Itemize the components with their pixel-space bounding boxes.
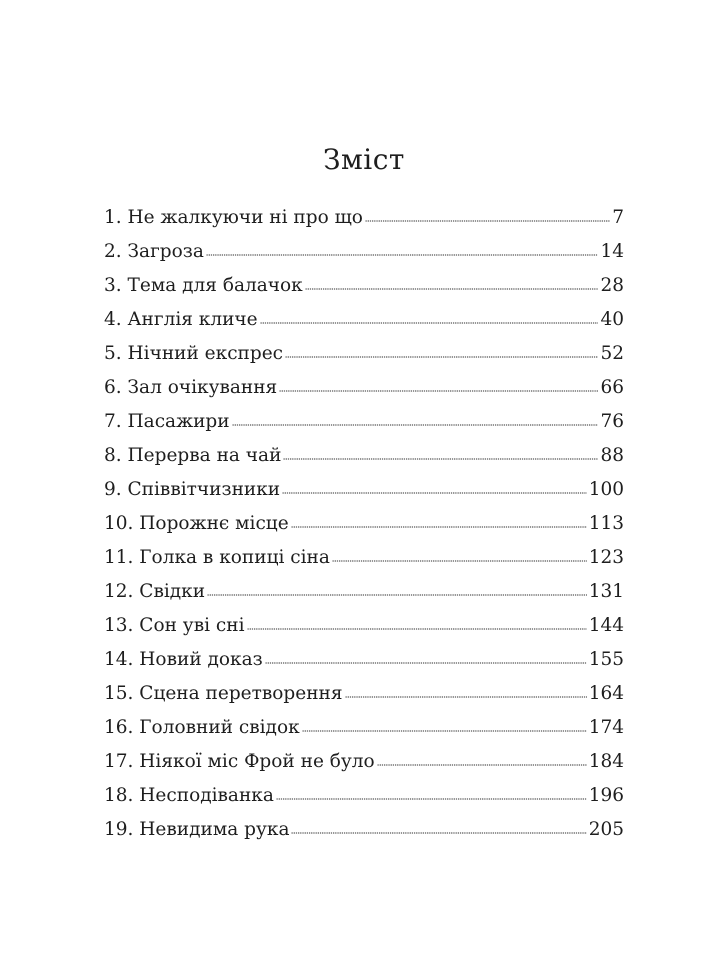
toc-entry-title: 17. Ніякої міс Фрой не було — [104, 751, 375, 772]
toc-entry-page: 205 — [588, 819, 624, 840]
toc-entry-title: 19. Невидима рука — [104, 819, 290, 840]
toc-entry-title: 4. Англія кличе — [104, 309, 258, 330]
toc-entry — [104, 609, 624, 643]
toc-entry-page: 155 — [588, 649, 624, 670]
toc-entry-page: 88 — [600, 445, 624, 466]
toc-entry-title: 1. Не жалкуючи ні про що — [104, 207, 363, 228]
toc-entry-page: 113 — [588, 513, 624, 534]
toc-entry-page: 164 — [588, 683, 624, 704]
toc-entry-title: 12. Свідки — [104, 581, 206, 602]
toc-entry — [104, 541, 624, 575]
toc-entry-page: 52 — [600, 343, 624, 364]
toc-entry — [104, 303, 624, 337]
toc-entry — [104, 405, 624, 439]
dot-leader — [285, 355, 598, 359]
dot-leader — [332, 559, 587, 563]
toc-entry-title: 15. Сцена перетворення — [104, 683, 343, 704]
dot-leader — [260, 321, 599, 325]
dot-leader — [232, 423, 599, 427]
dot-leader — [279, 389, 598, 393]
toc-entry-title: 18. Несподіванка — [104, 785, 274, 806]
toc-entry-title: 16. Головний свідок — [104, 717, 300, 738]
dot-leader — [377, 763, 587, 767]
toc-entry — [104, 201, 624, 235]
dot-leader — [265, 661, 587, 665]
dot-leader — [247, 627, 587, 631]
toc-entry — [104, 337, 624, 371]
toc-entry-title: 9. Співвітчизники — [104, 479, 281, 500]
toc-entry — [104, 813, 624, 847]
dot-leader — [345, 695, 587, 699]
toc-entry-title: 5. Нічний експрес — [104, 343, 284, 364]
toc-entry — [104, 371, 624, 405]
page-title: Зміст — [323, 143, 405, 176]
toc-entry — [104, 711, 624, 745]
toc-entry — [104, 745, 624, 779]
toc-entry-title: 11. Голка в копиці сіна — [104, 547, 330, 568]
toc-entry-page: 184 — [588, 751, 624, 772]
toc-entry — [104, 643, 624, 677]
toc-entry — [104, 677, 624, 711]
toc-entry-page: 40 — [600, 309, 624, 330]
toc-entry-page: 131 — [588, 581, 624, 602]
toc-entry-title: 6. Зал очікування — [104, 377, 278, 398]
toc-entry-page: 28 — [600, 275, 624, 296]
toc-entry-title: 8. Перерва на чай — [104, 445, 282, 466]
toc-entry — [104, 779, 624, 813]
toc-entry — [104, 269, 624, 303]
toc-entry-page: 144 — [588, 615, 624, 636]
dot-leader — [302, 729, 587, 733]
toc-entry — [104, 235, 624, 269]
dot-leader — [207, 593, 587, 597]
toc-entry — [104, 473, 624, 507]
dot-leader — [206, 253, 599, 257]
toc-entry-page: 14 — [600, 241, 624, 262]
dot-leader — [276, 797, 587, 801]
toc-entry-page: 66 — [600, 377, 624, 398]
toc-entry-page: 76 — [600, 411, 624, 432]
toc-entry-page: 7 — [612, 207, 624, 228]
toc-entry-title: 14. Новий доказ — [104, 649, 263, 670]
dot-leader — [365, 219, 610, 223]
toc-entry-page: 196 — [588, 785, 624, 806]
toc-entry-title: 7. Пасажири — [104, 411, 230, 432]
toc-entry-title: 2. Загроза — [104, 241, 204, 262]
dot-leader — [305, 287, 599, 291]
table-of-contents — [104, 201, 624, 847]
toc-entry-page: 123 — [588, 547, 624, 568]
dot-leader — [291, 525, 587, 529]
toc-entry — [104, 507, 624, 541]
toc-entry-title: 3. Тема для балачок — [104, 275, 303, 296]
toc-entry — [104, 439, 624, 473]
toc-entry-title: 10. Порожнє місце — [104, 513, 289, 534]
toc-entry — [104, 575, 624, 609]
toc-entry-page: 174 — [588, 717, 624, 738]
toc-entry-title: 13. Сон уві сні — [104, 615, 245, 636]
dot-leader — [282, 491, 587, 495]
toc-entry-page: 100 — [588, 479, 624, 500]
dot-leader — [291, 831, 586, 835]
dot-leader — [283, 457, 598, 461]
